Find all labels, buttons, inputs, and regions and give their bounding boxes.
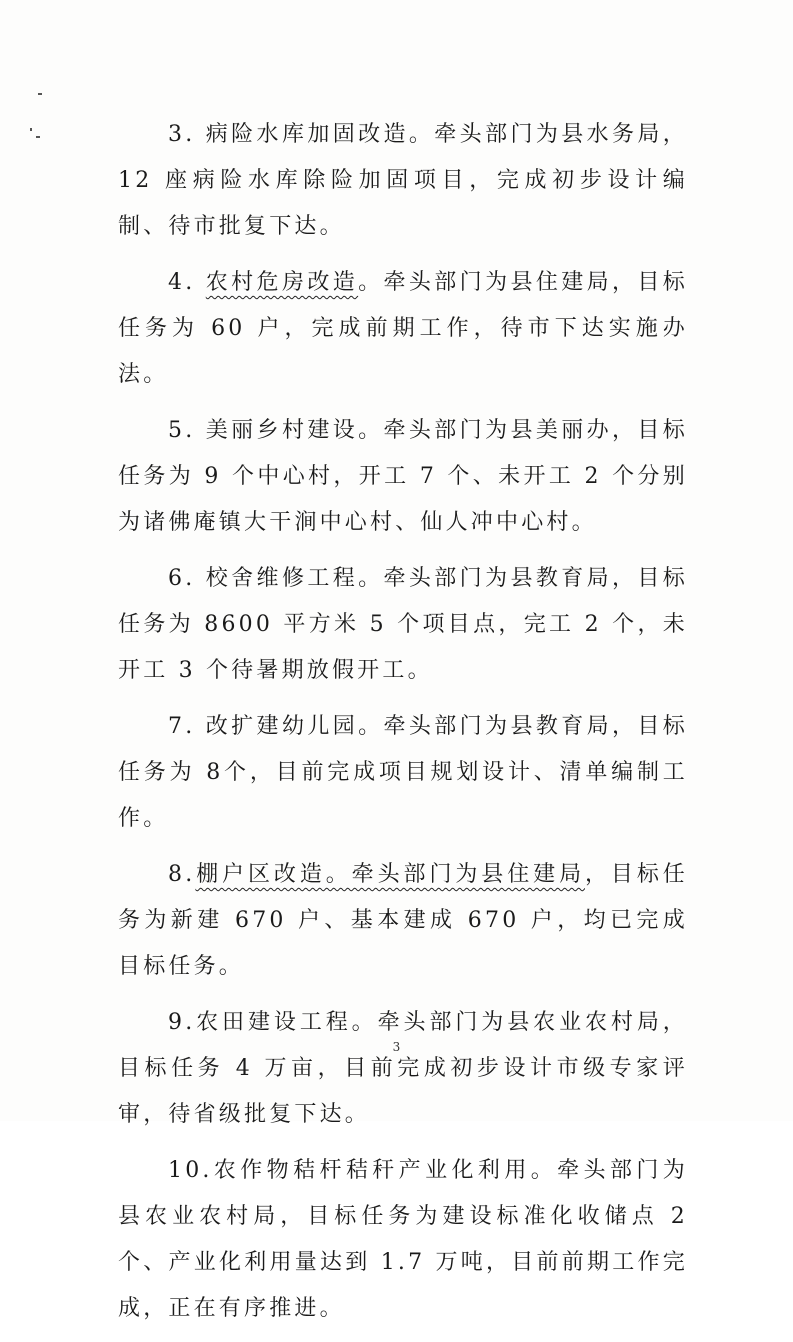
paragraph-number: 4. <box>168 270 206 295</box>
paragraph-8 <box>118 852 688 990</box>
paragraph-text: ，目标任务为新建 670 户、基本建成 670 户，均已完成目标任务。 <box>118 862 688 979</box>
underlined-heading: 农村危房改造 <box>205 270 359 295</box>
paragraph-3 <box>118 112 688 250</box>
paragraph-text: 9.农田建设工程。牵头部门为县农业农村局，目标任务 4 万亩，目前完成初步设计市级专家评审，待省级批复下达。 <box>118 1010 688 1127</box>
paragraph-5 <box>118 408 688 546</box>
paragraph-number: 8. <box>168 862 196 887</box>
paragraph-text: 6. 校舍维修工程。牵头部门为县教育局，目标任务为 8600 平方米 5 个项目点，完工 2 个，未开工 3 个待暑期放假开工。 <box>118 566 688 683</box>
underlined-heading: 棚户区改造。牵头部门为县住建局 <box>195 862 585 887</box>
paragraph-4 <box>118 260 688 398</box>
paragraph-text: 10.农作物秸杆秸秆产业化利用。牵头部门为县农业农村局，目标任务为建设标准化收储点 2 个、产业化利用量达到 1.7 万吨，目前前期工作完成，正在有序推进。 <box>118 1158 688 1321</box>
paragraph-text: 7. 改扩建幼儿园。牵头部门为县教育局，目标任务为 8个，目前完成项目规划设计、清单编制工作。 <box>118 714 688 831</box>
paragraph-text: 5. 美丽乡村建设。牵头部门为县美丽办，目标任务为 9 个中心村，开工 7 个、未开工 2 个分别为诸佛庵镇大干涧中心村、仙人冲中心村。 <box>118 418 688 535</box>
page-number: 3 <box>392 1040 401 1054</box>
paragraph-text: 3. 病险水库加固改造。牵头部门为县水务局，12 座病险水库除险加固项目，完成初步设计编制、待市批复下达。 <box>118 122 688 239</box>
scan-mark-dot <box>30 128 32 131</box>
scan-mark-dot <box>36 136 40 138</box>
paragraph-text: 。牵头部门为县住建局，目标任务为 60 户，完成前期工作，待市下达实施办法。 <box>118 270 688 387</box>
paragraph-6 <box>118 556 688 694</box>
paragraph-7 <box>118 704 688 842</box>
document-body <box>118 112 688 1342</box>
scan-mark-dot <box>38 93 42 95</box>
paragraph-9 <box>118 1000 688 1138</box>
paragraph-10 <box>118 1148 688 1332</box>
